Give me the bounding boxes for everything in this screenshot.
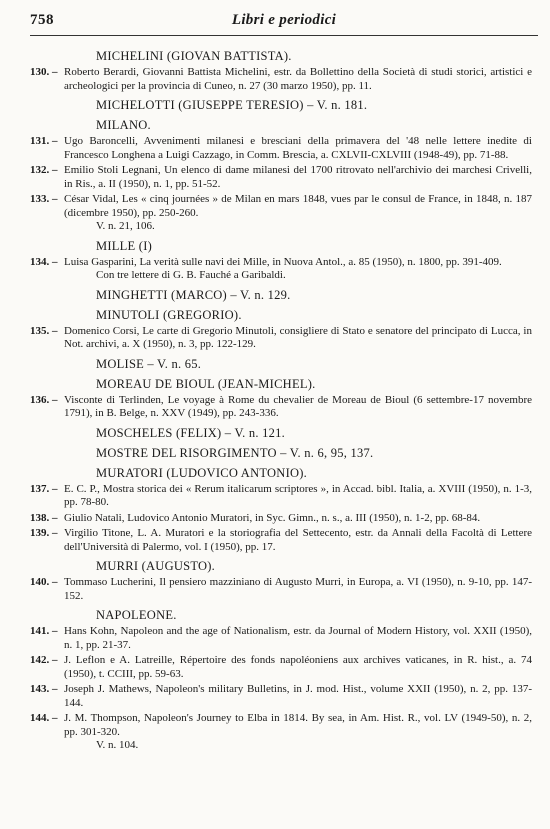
bibliography-entry: [30, 66, 534, 93]
entry-text: Luisa Gasparini, La verità sulle navi dei Mille, in Nuova Antol., a. 85 (1950), n. 1800, pp. 391-409.: [64, 255, 502, 268]
bibliography-list: [30, 48, 534, 753]
entry-text: J. Leflon e A. Latreille, Répertoire des fonds napoléoniens aux archives vaticanes, in R. hist., a. 74 (1950), t. CCIII, pp. 59-63.: [64, 654, 532, 680]
subject-heading: MINUTOLI (GREGORIO).: [96, 307, 242, 322]
bibliography-entry: [30, 394, 534, 421]
subject-heading: MILANO.: [96, 118, 151, 132]
entry-number: 133. –: [30, 193, 58, 205]
entry-text: Emilio Stoli Legnani, Un elenco di dame milanesi del 1700 ritrovato nell'archivio dei marchesi Crivelli, in Ris., a. II (1950), n. 1, pp. 51-52.: [64, 164, 532, 190]
page-header: [30, 12, 538, 34]
bibliography-entry: [30, 683, 534, 710]
entry-number: 143. –: [30, 683, 58, 695]
subject-heading: MURATORI (LUDOVICO ANTONIO).: [96, 465, 308, 480]
bibliography-entry: [30, 135, 534, 162]
entry-number: 134. –: [30, 255, 58, 268]
subject-heading: MICHELINI (GIOVAN BATTISTA).: [96, 49, 292, 63]
entry-text: Roberto Berardi, Giovanni Battista Michelini, estr. da Bollettino della Società di studi storici, artistici e archeologici per la provincia di Cuneo, n. 27 (30 marzo 1950), pp. 11.: [64, 66, 532, 92]
bibliography-entry: [30, 625, 534, 652]
header-rule: [30, 35, 538, 36]
subject-heading: MOREAU DE BIOUL (JEAN-MICHEL).: [96, 376, 316, 391]
bibliography-entry: [30, 325, 534, 352]
entry-number: 144. –: [30, 712, 58, 724]
bibliography-entry: [30, 483, 534, 510]
entry-text: Joseph J. Mathews, Napoleon's military Bulletins, in J. mod. Hist., volume XXII (1950), n. 2, pp. 137-144.: [64, 683, 532, 709]
entry-text: Tommaso Lucherini, Il pensiero mazziniano di Augusto Murri, in Europa, a. VI (1950), n. 9-10, pp. 147-152.: [64, 576, 532, 602]
entry-number: 137. –: [30, 482, 58, 495]
bibliography-entry: [30, 256, 534, 270]
subject-heading: MOSCHELES (FELIX) – V. n. 121.: [96, 425, 285, 440]
subject-heading: MICHELOTTI (GIUSEPPE TERESIO) – V. n. 181.: [96, 98, 368, 112]
entry-number: 135. –: [30, 324, 58, 337]
cross-reference-note: V. n. 21, 106.: [96, 220, 155, 232]
entry-number: 142. –: [30, 654, 58, 666]
bibliography-entry: [30, 164, 534, 191]
entry-text: E. C. P., Mostra storica dei « Rerum italicarum scriptores », in Accad. bibl. Italia, a. XVIII (1950), n. 1-3, pp. 78-80.: [64, 482, 532, 508]
entry-text: Hans Kohn, Napoleon and the age of Nationalism, estr. da Journal of Modern History, vol. XXII (1950), n. 1, pp. 21-37.: [64, 625, 532, 651]
entry-number: 131. –: [30, 135, 58, 147]
entry-number: 139. –: [30, 527, 58, 539]
bibliography-entry: [30, 512, 534, 526]
entry-number: 132. –: [30, 164, 58, 176]
entry-text: César Vidal, Les « cinq journées » de Milan en mars 1848, vues par le consul de France, in 1848, n. 187 (dicembre 1950), pp. 250-260.: [64, 193, 532, 219]
entry-number: 136. –: [30, 393, 58, 406]
entry-text: J. M. Thompson, Napoleon's Journey to Elba in 1814. By sea, in Am. Hist. R., vol. LV (1949-50), n. 2, pp. 301-320.: [64, 712, 532, 738]
entry-text: Virgilio Titone, L. A. Muratori e la storiografia del Settecento, estr. da Annali della Facoltà di Lettere dell'Università di Palermo, vol. I (1950), pp. 17.: [64, 527, 532, 553]
running-title: Libri e periodici: [231, 12, 337, 28]
entry-number: 130. –: [30, 66, 58, 78]
subject-heading: MURRI (AUGUSTO).: [96, 559, 216, 573]
subject-heading: MILLE (I): [96, 238, 153, 253]
entry-number: 141. –: [30, 625, 58, 637]
bibliography-entry: [30, 712, 534, 739]
bibliography-entry: [30, 527, 534, 554]
entry-text: Visconte di Terlinden, Le voyage à Rome du chevalier de Moreau de Bioul (6 settembre-17 novembre 1791), in B. Belge, n. XXV (1949), pp. 243-336.: [64, 393, 532, 419]
subject-heading: MINGHETTI (MARCO) – V. n. 129.: [96, 287, 291, 302]
entry-number: 138. –: [30, 511, 58, 524]
subject-heading: NAPOLEONE.: [96, 608, 177, 622]
entry-number: 140. –: [30, 576, 58, 588]
bibliography-entry: [30, 193, 534, 220]
bibliography-entry: [30, 576, 534, 603]
subject-heading: MOLISE – V. n. 65.: [96, 356, 202, 371]
subject-heading: MOSTRE DEL RISORGIMENTO – V. n. 6, 95, 137.: [96, 445, 374, 460]
cross-reference-note: V. n. 104.: [96, 739, 139, 751]
entry-text: Giulio Natali, Ludovico Antonio Muratori, in Syc. Gimn., n. s., a. III (1950), n. 1-2, pp. 68-84.: [64, 511, 481, 524]
bibliography-entry: [30, 654, 534, 681]
page-number: 758: [30, 12, 54, 28]
entry-text: Ugo Baroncelli, Avvenimenti milanesi e bresciani della primavera del '48 nelle lettere inedite di Francesco Longhena a Luigi Cazzago, in Comm. Brescia, a. CXLVII-CXLVIII (1948-49), pp. 71-88.: [64, 135, 532, 161]
entry-text: Domenico Corsi, Le carte di Gregorio Minutoli, consigliere di Stato e senatore del principato di Lucca, in Not. archivi, a. X (1950), n. 3, pp. 122-129.: [64, 324, 532, 350]
cross-reference-note: Con tre lettere di G. B. Fauché a Garibaldi.: [96, 269, 286, 281]
